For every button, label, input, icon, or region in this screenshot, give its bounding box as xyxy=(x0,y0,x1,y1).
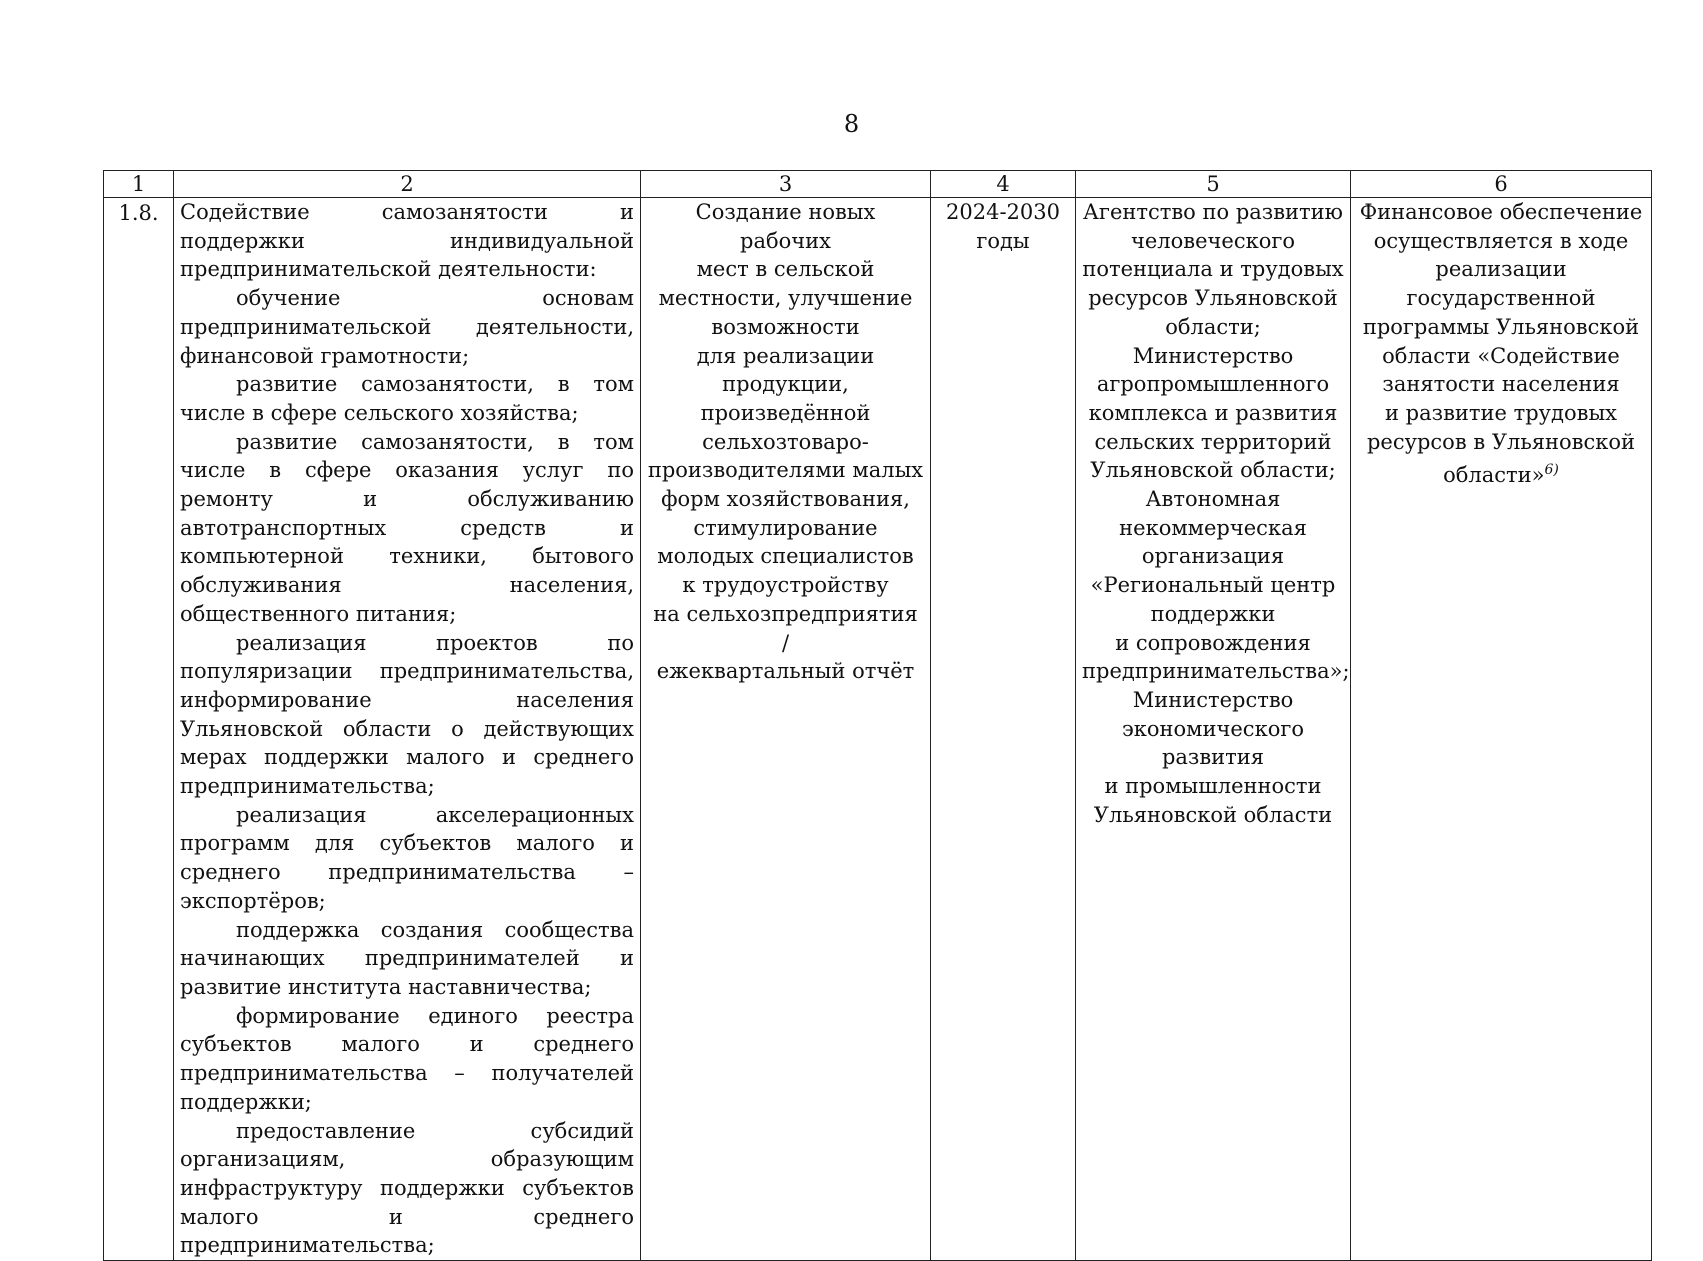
funding-line: области «Содействие xyxy=(1382,343,1620,368)
executor-line: области; xyxy=(1165,314,1261,339)
executor-line: человеческого xyxy=(1130,228,1296,253)
measure-paragraph: развитие самозанятости, в том числе в сфере оказания услуг по ремонту и обслуживанию автотранспортных средств и компьютерной техники, бытового обслуживания населения, общественного питания; xyxy=(180,429,634,626)
executor-line: ресурсов Ульяновской xyxy=(1088,286,1338,311)
measure-paragraph: реализация проектов по популяризации предпринимательства, информирование населения Ульяновской области о действующих мерах поддержки малого и среднего предпринимательства; xyxy=(180,630,634,799)
result-line: молодых специалистов xyxy=(657,544,914,569)
executors-cell xyxy=(1076,198,1351,1261)
executor-line: Министерство xyxy=(1132,343,1294,368)
measure-paragraph: обучение основам предпринимательской деятельности, финансовой грамотности; xyxy=(180,286,634,368)
result-line: форм хозяйствования, xyxy=(661,487,910,512)
executor-line: Министерство xyxy=(1132,687,1294,712)
executor-line: поддержки xyxy=(1150,601,1276,626)
result-line: для реализации xyxy=(696,343,875,368)
measure-paragraph: развитие самозанятости, в том числе в сфере сельского хозяйства; xyxy=(180,372,634,425)
measures-table xyxy=(103,170,1652,1261)
header-col-2: 2 xyxy=(174,171,641,198)
measure-paragraph: поддержка создания сообщества начинающих предпринимателей и развитие института наставничества; xyxy=(180,917,634,999)
result-line: ежеквартальный отчёт xyxy=(656,659,915,684)
funding-line: Финансовое обеспечение xyxy=(1359,200,1643,224)
executor-line: Ульяновской области; xyxy=(1090,458,1336,483)
executor-line: организация xyxy=(1141,544,1285,569)
result-line: мест в сельской xyxy=(696,257,875,282)
executor-line: развития xyxy=(1161,745,1265,770)
executor-line: сельских территорий xyxy=(1094,429,1332,454)
executor-line: некоммерческая xyxy=(1119,515,1307,540)
funding-line: государственной xyxy=(1406,286,1596,311)
result-line: на сельхозпредприятия / xyxy=(653,601,918,655)
funding-line: занятости населения xyxy=(1382,372,1620,397)
period-line: 2024-2030 xyxy=(946,200,1060,224)
funding-line-last xyxy=(1357,456,1645,490)
header-col-6: 6 xyxy=(1351,171,1652,198)
measure-paragraph: Содействие самозанятости и поддержки индивидуальной предпринимательской деятельности: xyxy=(180,200,634,282)
funding-line: и развитие трудовых xyxy=(1385,400,1617,425)
result-line: возможности xyxy=(711,314,860,339)
executor-line: потенциала и трудовых xyxy=(1082,257,1344,282)
funding-line: ресурсов в Ульяновской xyxy=(1366,429,1636,454)
funding-last-text: области» xyxy=(1443,463,1545,488)
executor-line: Автономная xyxy=(1145,487,1281,512)
result-line: Создание новых рабочих xyxy=(695,200,876,253)
result-line: произведённой xyxy=(700,400,871,425)
row-number: 1.8. xyxy=(104,198,174,1261)
table-header-row xyxy=(104,171,1652,198)
executor-line: предпринимательства»; xyxy=(1082,659,1350,684)
table-row xyxy=(104,198,1652,1261)
measure-paragraph: формирование единого реестра субъектов малого и среднего предпринимательства – получателей поддержки; xyxy=(180,1003,634,1114)
result-line: местности, улучшение xyxy=(658,286,913,311)
period-cell xyxy=(931,198,1076,1261)
executor-line: «Региональный центр xyxy=(1090,573,1336,598)
executor-line: агропромышленного xyxy=(1096,372,1330,397)
result-line: стимулирование xyxy=(693,515,878,540)
measure-paragraph: реализация акселерационных программ для субъектов малого и среднего предпринимательства – экспортёров; xyxy=(180,802,634,913)
result-line: производителями малых xyxy=(647,458,924,483)
measure-paragraph: предоставление субсидий организациям, образующим инфраструктуру поддержки субъектов малого и среднего предпринимательства; xyxy=(180,1118,634,1258)
footnote-marker: 6) xyxy=(1544,462,1559,479)
executor-line: и сопровождения xyxy=(1115,630,1311,655)
result-cell xyxy=(641,198,931,1261)
funding-line: осуществляется в ходе xyxy=(1373,228,1629,253)
result-line: к трудоустройству xyxy=(682,573,889,598)
page-number: 8 xyxy=(843,110,860,138)
header-col-1: 1 xyxy=(104,171,174,198)
executor-line: Ульяновской области xyxy=(1093,802,1333,827)
result-line: сельхозтоваро- xyxy=(702,429,869,454)
measure-cell xyxy=(174,198,641,1261)
period-line: годы xyxy=(976,228,1030,253)
executor-line: Агентство по развитию xyxy=(1083,200,1343,224)
funding-cell xyxy=(1351,198,1652,1261)
header-col-5: 5 xyxy=(1076,171,1351,198)
header-col-4: 4 xyxy=(931,171,1076,198)
executor-line: комплекса и развития xyxy=(1088,400,1338,425)
funding-line: программы Ульяновской xyxy=(1362,314,1640,339)
executor-line: экономического xyxy=(1122,716,1304,741)
funding-line: реализации xyxy=(1435,257,1567,282)
executor-line: и промышленности xyxy=(1104,774,1322,799)
header-col-3: 3 xyxy=(641,171,931,198)
result-line: продукции, xyxy=(722,372,849,397)
